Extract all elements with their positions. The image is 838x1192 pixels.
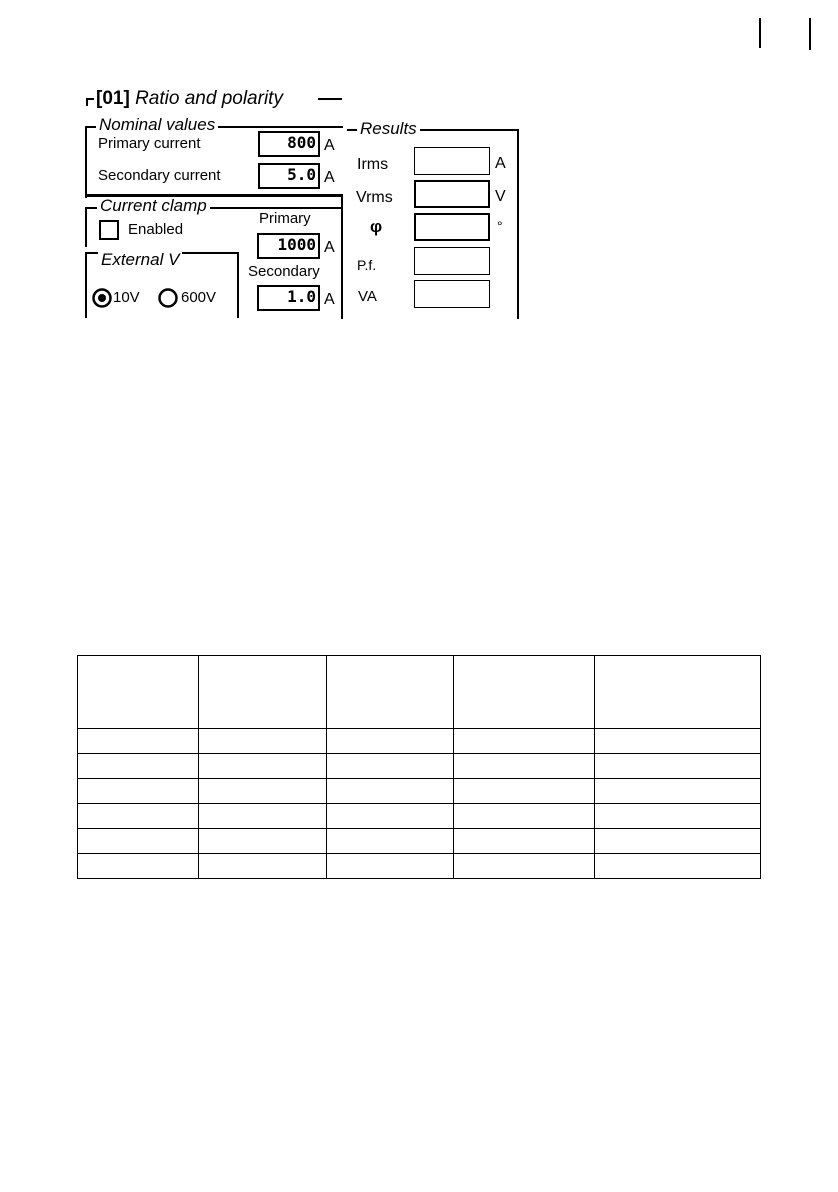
clamp-primary-label: Primary <box>259 210 311 227</box>
va-field[interactable] <box>414 280 490 308</box>
table-cell <box>78 804 199 829</box>
table-cell <box>78 829 199 854</box>
table-header-cell <box>326 656 454 729</box>
table-cell <box>326 754 454 779</box>
clamp-primary-unit: A <box>324 239 335 256</box>
table-row <box>78 729 761 754</box>
table-cell <box>78 854 199 879</box>
table-cell <box>595 729 761 754</box>
panel-code: [01] <box>96 88 130 109</box>
table-cell <box>595 854 761 879</box>
table-cell <box>198 804 326 829</box>
table-cell <box>326 779 454 804</box>
table-cell <box>595 779 761 804</box>
table-row <box>78 804 761 829</box>
table-cell <box>198 754 326 779</box>
nominal-left-border <box>85 126 87 198</box>
table-cell <box>454 804 595 829</box>
extv-right-border <box>237 252 239 318</box>
results-legend: Results <box>357 120 420 138</box>
radio-600v-label: 600V <box>181 289 217 306</box>
clamp-left-border <box>85 207 87 247</box>
clamp-legend: Current clamp <box>97 197 210 215</box>
clamp-secondary-label: Secondary <box>248 263 320 280</box>
enabled-checkbox[interactable] <box>99 220 119 240</box>
panel-top-border-right <box>318 98 342 100</box>
table-header-cell <box>595 656 761 729</box>
clamp-secondary-field[interactable]: 1.0 <box>257 285 320 311</box>
table-row <box>78 754 761 779</box>
phi-field[interactable] <box>414 213 490 241</box>
nominal-legend: Nominal values <box>96 116 218 134</box>
table-cell <box>454 779 595 804</box>
table-row <box>78 829 761 854</box>
vrms-field[interactable] <box>414 180 490 208</box>
table-cell <box>198 729 326 754</box>
clamp-secondary-unit: A <box>324 291 335 308</box>
secondary-current-label: Secondary current <box>98 167 221 184</box>
table-row <box>78 779 761 804</box>
table-cell <box>595 804 761 829</box>
table-header-cell <box>78 656 199 729</box>
table-cell <box>78 779 199 804</box>
secondary-current-unit: A <box>324 169 335 186</box>
table-cell <box>326 829 454 854</box>
vrms-label: Vrms <box>356 189 393 206</box>
radio-10v[interactable] <box>91 287 113 309</box>
table-cell <box>454 854 595 879</box>
va-label: VA <box>358 288 377 305</box>
pf-label: P.f. <box>357 257 377 273</box>
table-cell <box>326 729 454 754</box>
radio-10v-label: 10V <box>113 289 140 306</box>
table-cell <box>326 804 454 829</box>
table-header-cell <box>454 656 595 729</box>
table-row <box>78 854 761 879</box>
table-cell <box>78 754 199 779</box>
vrms-unit: V <box>495 188 506 205</box>
secondary-current-field[interactable]: 5.0 <box>258 163 320 189</box>
table-cell <box>454 729 595 754</box>
enabled-label: Enabled <box>128 221 184 238</box>
results-right-border <box>517 129 519 319</box>
table-header-row <box>78 656 761 729</box>
table-cell <box>198 854 326 879</box>
table-cell <box>454 829 595 854</box>
table-cell <box>454 754 595 779</box>
irms-field[interactable] <box>414 147 490 175</box>
panel-title-text: Ratio and polarity <box>135 88 283 109</box>
clamp-primary-field[interactable]: 1000 <box>257 233 320 259</box>
primary-current-unit: A <box>324 137 335 154</box>
table-header-cell <box>198 656 326 729</box>
table-cell <box>198 779 326 804</box>
phi-label: φ <box>370 217 383 236</box>
table-cell <box>78 729 199 754</box>
extv-legend: External V <box>98 251 182 269</box>
blank-data-table <box>77 655 761 879</box>
primary-current-label: Primary current <box>98 135 201 152</box>
table-cell <box>595 754 761 779</box>
irms-unit: A <box>495 155 506 172</box>
primary-current-field[interactable]: 800 <box>258 131 320 157</box>
table-cell <box>595 829 761 854</box>
table-cell <box>326 854 454 879</box>
clamp-right-border <box>341 197 343 319</box>
panel-top-border-left <box>86 98 94 100</box>
table-cell <box>198 829 326 854</box>
pf-field[interactable] <box>414 247 490 275</box>
radio-600v[interactable] <box>157 287 179 309</box>
irms-label: Irms <box>357 156 389 173</box>
extv-left-border <box>85 252 87 318</box>
phi-unit: ° <box>497 218 503 234</box>
panel-title <box>94 89 285 109</box>
page-crop-marks <box>0 0 838 100</box>
